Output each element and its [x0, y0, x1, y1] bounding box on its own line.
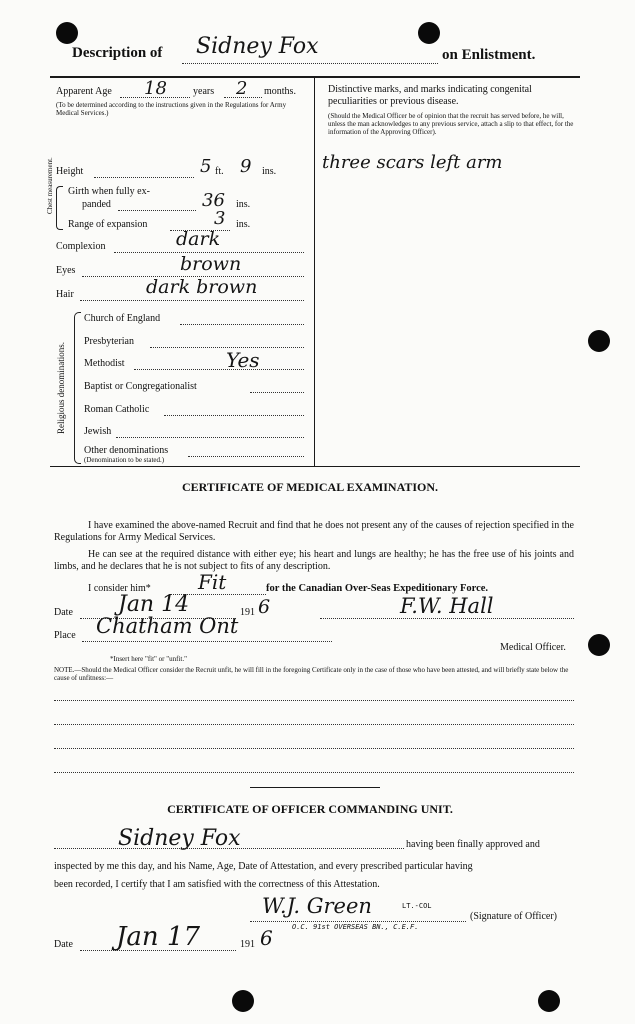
medical-year-value: 6 — [258, 596, 271, 618]
commanding-signature: W.J. Green — [262, 894, 372, 918]
unfit-line-2 — [54, 724, 574, 725]
hair-label: Hair — [56, 289, 74, 300]
chest-bracket-label: Chest measurement. — [46, 157, 54, 214]
consider-suffix: for the Canadian Over-Seas Expeditionary Force. — [266, 583, 489, 594]
medical-para-1: I have examined the above-named Recruit and find that he does not present any of the causes of rejection specified in the Regulations for Army Medical Services. — [54, 520, 574, 543]
punch-hole-top-left — [56, 22, 78, 44]
medical-signature: F.W. Hall — [400, 594, 494, 618]
age-years-word: years — [193, 86, 215, 97]
religion-baptist: Baptist or Congregationalist — [84, 381, 197, 392]
commanding-signature-line — [250, 921, 466, 922]
commanding-stamp-unit: O.C. 91st OVERSEAS BN., C.E.F. — [292, 923, 419, 931]
denomination-note: (Denomination to be stated.) — [84, 456, 165, 464]
unfit-line-1 — [54, 700, 574, 701]
header-name-handwritten: Sidney Fox — [196, 34, 319, 59]
religion-line-3 — [250, 392, 304, 393]
header-suffix: on Enlistment. — [442, 47, 536, 63]
medical-signature-line — [320, 618, 574, 619]
eyes-value: brown — [180, 253, 242, 275]
religion-methodist: Methodist — [84, 358, 125, 369]
medical-title: CERTIFICATE OF MEDICAL EXAMINATION. — [181, 480, 439, 494]
range-value: 3 — [214, 208, 226, 229]
medical-para-2: He can see at the required distance with either eye; his heart and lungs are healthy; he has the free use of his joints and limbs, and he declares that he is not subject to fits of any description. — [54, 549, 574, 572]
girth-label-1: Girth when fully ex- — [68, 186, 150, 197]
marks-note: (Should the Medical Officer be of opinion that the recruit has served before, he will, unless the man acknowledges to any previous service, attach a slip to that effect, for the information of the Approving Officer). — [328, 112, 574, 136]
religion-side-label: Religious denominations. — [56, 342, 66, 434]
girth-value: 36 — [202, 190, 225, 211]
medical-note: NOTE.—Should the Medical Officer consider the Recruit unfit, he will fill in the foregoing Certificate only in the case of those who have been attested, and will briefly state below the cause of unfitness:— — [54, 666, 569, 682]
place-line — [82, 641, 332, 642]
age-label: Apparent Age — [56, 86, 112, 97]
medical-date-value: Jan 14 — [118, 592, 190, 617]
religion-line-6 — [188, 456, 304, 457]
religion-line-5 — [116, 437, 304, 438]
age-years-value: 18 — [144, 78, 167, 99]
consider-value: Fit — [198, 570, 227, 594]
religion-presbyterian: Presbyterian — [84, 336, 134, 347]
religion-bracket — [74, 312, 81, 464]
unfit-line-3 — [54, 748, 574, 749]
medical-footnote: *Insert here "fit" or "unfit." — [110, 655, 187, 663]
age-months-value: 2 — [236, 78, 248, 99]
punch-hole-bottom-left — [232, 990, 254, 1012]
unfit-line-4 — [54, 772, 574, 773]
religion-line-4 — [164, 415, 304, 416]
height-feet-value: 5 — [200, 156, 212, 177]
marks-value: three scars left arm — [322, 152, 503, 173]
religion-line-0 — [180, 324, 304, 325]
height-label: Height — [56, 166, 84, 177]
punch-hole-top-right — [418, 22, 440, 44]
height-line — [94, 177, 194, 178]
girth-label-2: panded — [82, 199, 111, 210]
religion-jewish: Jewish — [84, 426, 112, 437]
complexion-label: Complexion — [56, 241, 106, 252]
consider-prefix: I consider him* — [88, 583, 151, 594]
place-label: Place — [54, 630, 76, 641]
frame-bottom-rule — [50, 466, 580, 467]
frame-top-rule — [50, 76, 580, 78]
hair-value: dark brown — [146, 276, 258, 298]
girth-line — [118, 210, 196, 211]
height-inches-value: 9 — [240, 156, 252, 177]
religion-line-2 — [134, 369, 304, 370]
religion-roman-catholic: Roman Catholic — [84, 404, 150, 415]
commanding-date-value: Jan 17 — [116, 922, 201, 952]
place-value: Chatham Ont — [96, 614, 239, 638]
range-label: Range of expansion — [68, 219, 148, 230]
commanding-stamp-rank: LT.-COL — [402, 902, 432, 910]
commanding-year-value: 6 — [260, 926, 273, 950]
medical-year-prefix: 191 — [240, 607, 255, 618]
age-note: (To be determined according to the instructions given in the Regulations for Army Medical Services.) — [56, 101, 287, 117]
complexion-value: dark — [176, 228, 221, 250]
commanding-line-1: having been finally approved and — [406, 839, 540, 850]
religion-church-of-england: Church of England — [84, 313, 161, 324]
header-prefix: Description of — [72, 45, 163, 61]
height-feet-word: ft. — [215, 166, 224, 177]
girth-unit: ins. — [236, 199, 251, 210]
commanding-line-3: been recorded, I certify that I am satisfied with the correctness of this Attestation. — [54, 879, 380, 890]
punch-hole-bottom-right — [538, 990, 560, 1012]
commanding-divider — [250, 787, 380, 788]
commanding-date-label: Date — [54, 939, 73, 950]
height-inches-word: ins. — [262, 166, 277, 177]
header-name-line — [182, 63, 438, 64]
age-months-word: months. — [264, 86, 296, 97]
punch-hole-right-upper — [588, 330, 610, 352]
hair-line — [80, 300, 304, 301]
marks-heading: Distinctive marks, and marks indicating congenital peculiarities or previous disease. — [328, 84, 532, 107]
religion-methodist-value: Yes — [226, 348, 260, 372]
range-unit: ins. — [236, 219, 251, 230]
frame-column-divider — [314, 78, 315, 466]
commanding-signature-label: (Signature of Officer) — [470, 911, 558, 922]
commanding-name-value: Sidney Fox — [118, 826, 241, 851]
eyes-label: Eyes — [56, 265, 76, 276]
commanding-year-prefix: 191 — [240, 939, 255, 950]
medical-officer-label: Medical Officer. — [500, 642, 566, 653]
religion-other: Other denominations — [84, 445, 169, 456]
chest-bracket — [56, 186, 63, 230]
punch-hole-right-lower — [588, 634, 610, 656]
commanding-title: CERTIFICATE OF OFFICER COMMANDING UNIT. — [167, 802, 453, 816]
commanding-line-2: inspected by me this day, and his Name, Age, Date of Attestation, and every prescribed particular having — [54, 861, 473, 872]
medical-date-label: Date — [54, 607, 73, 618]
